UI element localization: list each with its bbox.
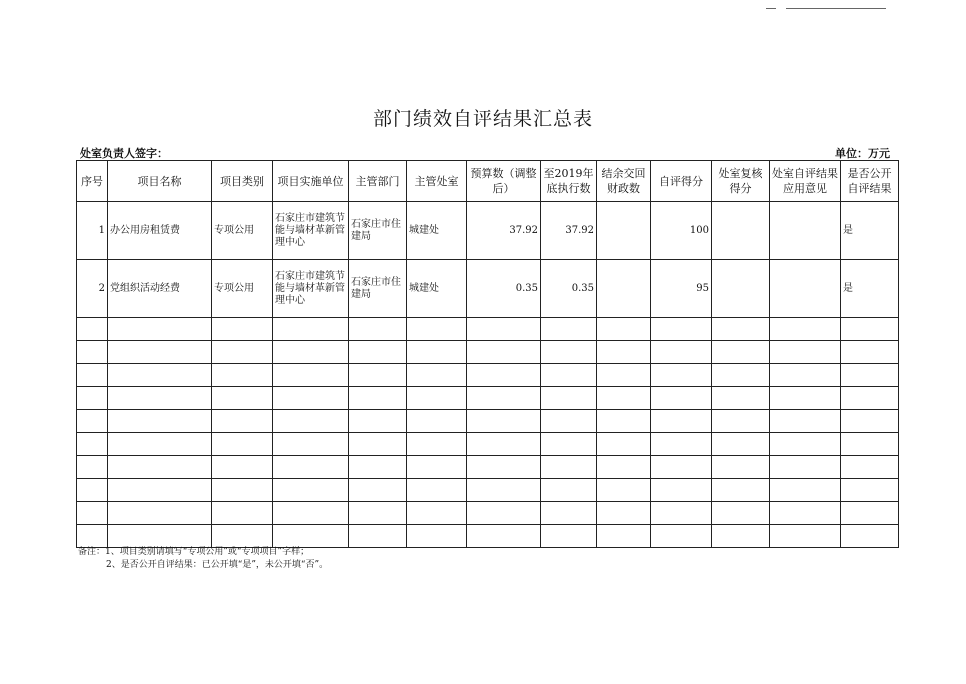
header-cell: 主管部门 (349, 161, 407, 202)
empty-cell (212, 479, 273, 502)
empty-cell (712, 479, 770, 502)
header-cell: 处室自评结果应用意见 (770, 161, 841, 202)
empty-cell (349, 525, 407, 548)
empty-cell (407, 456, 467, 479)
cell-office: 城建处 (407, 202, 467, 260)
empty-cell (273, 479, 349, 502)
empty-cell (597, 433, 651, 456)
empty-cell (108, 410, 212, 433)
empty-cell (212, 456, 273, 479)
empty-cell (349, 479, 407, 502)
empty-cell (77, 502, 108, 525)
empty-cell (349, 341, 407, 364)
empty-cell (651, 387, 712, 410)
empty-cell (212, 387, 273, 410)
empty-cell (651, 479, 712, 502)
cell-budget: 0.35 (467, 260, 541, 318)
scan-mark (786, 8, 886, 9)
empty-cell (770, 456, 841, 479)
cell-name: 办公用房租赁费 (108, 202, 212, 260)
empty-cell (712, 387, 770, 410)
empty-cell (597, 364, 651, 387)
empty-table-row (77, 433, 899, 456)
empty-cell (651, 318, 712, 341)
cell-public: 是 (841, 260, 899, 318)
cell-executed: 0.35 (541, 260, 597, 318)
empty-cell (597, 341, 651, 364)
empty-cell (467, 433, 541, 456)
empty-cell (712, 525, 770, 548)
empty-cell (841, 456, 899, 479)
page-title: 部门绩效自评结果汇总表 (372, 108, 593, 130)
empty-table-row (77, 318, 899, 341)
empty-cell (467, 479, 541, 502)
empty-cell (407, 341, 467, 364)
empty-cell (597, 525, 651, 548)
cell-unit: 石家庄市建筑节能与墙材革新管理中心 (273, 202, 349, 260)
empty-cell (108, 341, 212, 364)
empty-cell (349, 387, 407, 410)
empty-cell (273, 318, 349, 341)
empty-cell (349, 364, 407, 387)
cell-unit: 石家庄市建筑节能与墙材革新管理中心 (273, 260, 349, 318)
cell-category: 专项公用 (212, 260, 273, 318)
empty-cell (770, 410, 841, 433)
empty-cell (651, 456, 712, 479)
empty-cell (541, 387, 597, 410)
empty-cell (273, 502, 349, 525)
empty-cell (77, 387, 108, 410)
empty-cell (212, 410, 273, 433)
empty-cell (770, 341, 841, 364)
empty-cell (77, 318, 108, 341)
empty-cell (407, 479, 467, 502)
empty-cell (467, 502, 541, 525)
header-cell: 结余交回财政数 (597, 161, 651, 202)
empty-cell (841, 387, 899, 410)
cell-budget: 37.92 (467, 202, 541, 260)
empty-cell (108, 387, 212, 410)
cell-review (712, 260, 770, 318)
empty-cell (770, 387, 841, 410)
empty-cell (841, 410, 899, 433)
empty-cell (541, 525, 597, 548)
empty-table-row (77, 341, 899, 364)
empty-cell (407, 433, 467, 456)
table-header-row (77, 161, 899, 202)
table-row (77, 202, 899, 260)
empty-cell (467, 456, 541, 479)
empty-cell (467, 341, 541, 364)
empty-cell (712, 318, 770, 341)
empty-cell (770, 525, 841, 548)
signature-label: 处室负责人签字： (80, 147, 168, 160)
empty-cell (407, 502, 467, 525)
empty-cell (108, 433, 212, 456)
empty-cell (349, 410, 407, 433)
empty-cell (712, 456, 770, 479)
header-cell: 项目实施单位 (273, 161, 349, 202)
cell-name: 党组织活动经费 (108, 260, 212, 318)
empty-cell (108, 318, 212, 341)
empty-cell (770, 502, 841, 525)
empty-cell (651, 502, 712, 525)
cell-review (712, 202, 770, 260)
empty-table-row (77, 479, 899, 502)
empty-cell (407, 364, 467, 387)
empty-cell (467, 525, 541, 548)
empty-cell (597, 410, 651, 433)
empty-cell (407, 410, 467, 433)
header-cell: 预算数（调整后） (467, 161, 541, 202)
empty-cell (273, 341, 349, 364)
empty-cell (841, 525, 899, 548)
empty-cell (77, 341, 108, 364)
empty-cell (841, 318, 899, 341)
header-cell: 项目类别 (212, 161, 273, 202)
empty-cell (770, 433, 841, 456)
empty-cell (108, 456, 212, 479)
empty-cell (212, 364, 273, 387)
header-cell: 处室复核得分 (712, 161, 770, 202)
empty-cell (349, 456, 407, 479)
empty-cell (651, 364, 712, 387)
empty-cell (273, 525, 349, 548)
cell-office: 城建处 (407, 260, 467, 318)
empty-cell (407, 525, 467, 548)
empty-cell (712, 502, 770, 525)
empty-cell (770, 318, 841, 341)
header-cell: 主管处室 (407, 161, 467, 202)
cell-score: 95 (651, 260, 712, 318)
empty-table-row (77, 364, 899, 387)
empty-cell (541, 479, 597, 502)
empty-cell (541, 364, 597, 387)
empty-cell (597, 502, 651, 525)
empty-cell (273, 433, 349, 456)
empty-table-row (77, 410, 899, 433)
empty-cell (108, 525, 212, 548)
empty-cell (467, 387, 541, 410)
empty-cell (467, 318, 541, 341)
table-row (77, 260, 899, 318)
note-line-1: 备注：1、项目类别请填写“专项公用”或“专项项目”字样； (78, 547, 310, 557)
empty-cell (841, 364, 899, 387)
cell-dept: 石家庄市住建局 (349, 260, 407, 318)
empty-cell (651, 341, 712, 364)
empty-cell (77, 479, 108, 502)
cell-category: 专项公用 (212, 202, 273, 260)
empty-cell (712, 433, 770, 456)
cell-no: 1 (77, 202, 108, 260)
empty-cell (841, 433, 899, 456)
empty-cell (841, 502, 899, 525)
empty-cell (651, 525, 712, 548)
header-cell: 是否公开自评结果 (841, 161, 899, 202)
header-cell: 自评得分 (651, 161, 712, 202)
empty-cell (273, 387, 349, 410)
empty-cell (712, 410, 770, 433)
empty-cell (212, 341, 273, 364)
notes (78, 546, 328, 572)
header-cell: 至2019年底执行数 (541, 161, 597, 202)
empty-cell (212, 318, 273, 341)
empty-cell (349, 433, 407, 456)
empty-cell (108, 479, 212, 502)
empty-cell (467, 410, 541, 433)
empty-cell (77, 433, 108, 456)
empty-cell (541, 318, 597, 341)
cell-public: 是 (841, 202, 899, 260)
empty-cell (597, 479, 651, 502)
empty-cell (597, 456, 651, 479)
cell-no: 2 (77, 260, 108, 318)
empty-cell (273, 410, 349, 433)
scan-mark (766, 8, 776, 9)
empty-cell (77, 410, 108, 433)
empty-table-row (77, 456, 899, 479)
empty-cell (770, 479, 841, 502)
empty-cell (77, 456, 108, 479)
empty-cell (108, 364, 212, 387)
empty-cell (541, 410, 597, 433)
empty-cell (77, 364, 108, 387)
cell-balance (597, 202, 651, 260)
empty-table-row (77, 525, 899, 548)
blank-rows (77, 318, 899, 548)
empty-cell (541, 502, 597, 525)
empty-table-row (77, 502, 899, 525)
empty-cell (841, 479, 899, 502)
header-cell: 序号 (77, 161, 108, 202)
empty-cell (541, 433, 597, 456)
note-line-2: 2、是否公开自评结果：已公开填“是”，未公开填“否”。 (106, 560, 329, 570)
empty-cell (407, 318, 467, 341)
header-cell: 项目名称 (108, 161, 212, 202)
empty-cell (407, 387, 467, 410)
cell-executed: 37.92 (541, 202, 597, 260)
empty-cell (541, 341, 597, 364)
empty-cell (712, 364, 770, 387)
empty-cell (273, 364, 349, 387)
cell-balance (597, 260, 651, 318)
cell-dept: 石家庄市住建局 (349, 202, 407, 260)
empty-cell (467, 364, 541, 387)
empty-cell (349, 502, 407, 525)
empty-cell (108, 502, 212, 525)
empty-cell (212, 433, 273, 456)
empty-cell (273, 456, 349, 479)
empty-table-row (77, 387, 899, 410)
empty-cell (77, 525, 108, 548)
empty-cell (212, 525, 273, 548)
empty-cell (770, 364, 841, 387)
empty-cell (597, 318, 651, 341)
empty-cell (349, 318, 407, 341)
empty-cell (651, 410, 712, 433)
empty-cell (712, 341, 770, 364)
empty-cell (841, 341, 899, 364)
cell-opinion (770, 202, 841, 260)
empty-cell (541, 456, 597, 479)
unit-label: 单位：万元 (835, 147, 890, 160)
cell-opinion (770, 260, 841, 318)
cell-score: 100 (651, 202, 712, 260)
empty-cell (212, 502, 273, 525)
summary-table (76, 160, 899, 548)
empty-cell (597, 387, 651, 410)
empty-cell (651, 433, 712, 456)
